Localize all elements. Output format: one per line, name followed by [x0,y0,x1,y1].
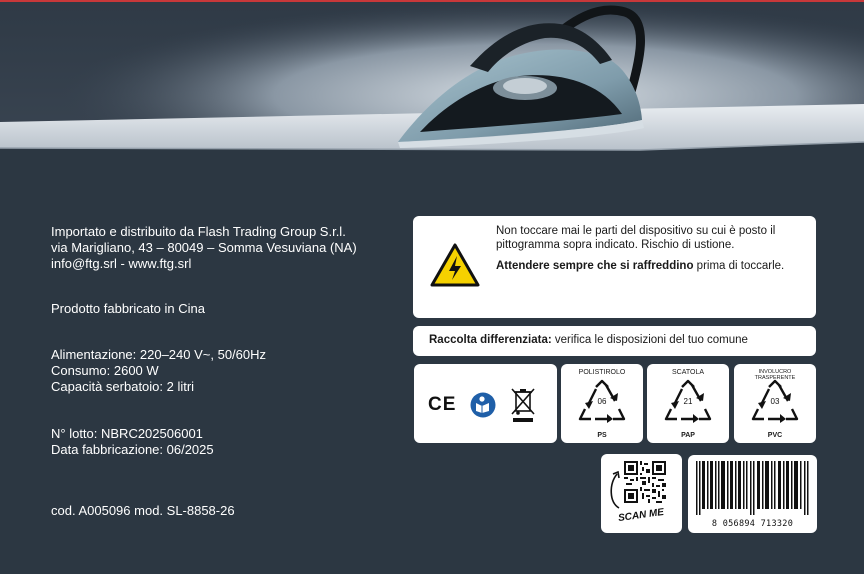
material-name: POLISTIROLO [578,369,626,376]
material-card-pap [647,364,729,443]
recycling-card [413,326,816,356]
hot-surface-warning-icon [429,242,481,288]
origin-text [51,301,205,317]
importer-contacts: info@ftg.srl - www.ftg.srl [51,256,192,271]
batch-info [51,426,214,458]
codes-line: cod. A005096 mod. SL-8858-26 [51,503,235,518]
batch-date: Data fabbricazione: 06/2025 [51,442,214,457]
material-code: PVC [767,432,783,439]
material-number: 06 [597,397,607,406]
weee-crossed-bin-icon [510,386,536,424]
barcode-digits: 8 056894 713320 [711,519,794,529]
recycling-rest: verifica le disposizioni del tuo comune [551,334,748,346]
clothes-iron-icon [0,2,864,172]
recycling-text [429,334,748,346]
material-code: PS [597,432,607,439]
material-number: 21 [683,397,693,406]
ce-mark-icon: CE [428,394,457,415]
material-number: 03 [770,397,780,406]
curved-arrow-icon [607,468,623,510]
material-card-pvc [734,364,816,443]
material-name: INVOLUCRO TRASPERENTE [754,369,796,381]
material-card-ps [561,364,643,443]
importer-line-2: via Marigliano, 43 – 80049 – Somma Vesuviana (NA) [51,240,357,255]
qr-code-icon[interactable] [624,461,666,503]
origin-line: Prodotto fabbricato in Cina [51,301,205,316]
importer-info [51,224,357,272]
spec-consumption: Consumo: 2600 W [51,363,159,378]
warning-paragraph-2 [496,259,796,273]
spec-tank: Capacità serbatoio: 2 litri [51,379,195,394]
warning-text [496,224,796,273]
recycling-bold: Raccolta differenziata: [429,334,552,346]
product-codes [51,503,235,519]
read-manual-icon [470,392,496,418]
spec-power-supply: Alimentazione: 220–240 V~, 50/60Hz [51,347,267,362]
warning-bold: Attendere sempre che si raffreddino [496,260,694,272]
warning-rest: prima di toccarle. [693,260,785,272]
scan-me-label: SCAN ME [617,506,665,525]
batch-lot: N° lotto: NBRC202506001 [51,426,203,441]
barcode-icon [696,461,809,515]
qr-card[interactable] [601,454,682,533]
warning-paragraph-1: Non toccare mai le parti del dispositivo su cui è posto il pittogramma sopra indicato. Rischio di ustione. [496,225,776,251]
material-code: PAP [681,432,695,439]
specs-info [51,347,266,395]
warning-card [413,216,816,318]
certifications-card [414,364,557,443]
importer-line-1: Importato e distribuito da Flash Trading Group S.r.l. [51,224,346,239]
material-name: SCATOLA [671,369,705,376]
barcode-card [688,455,817,533]
